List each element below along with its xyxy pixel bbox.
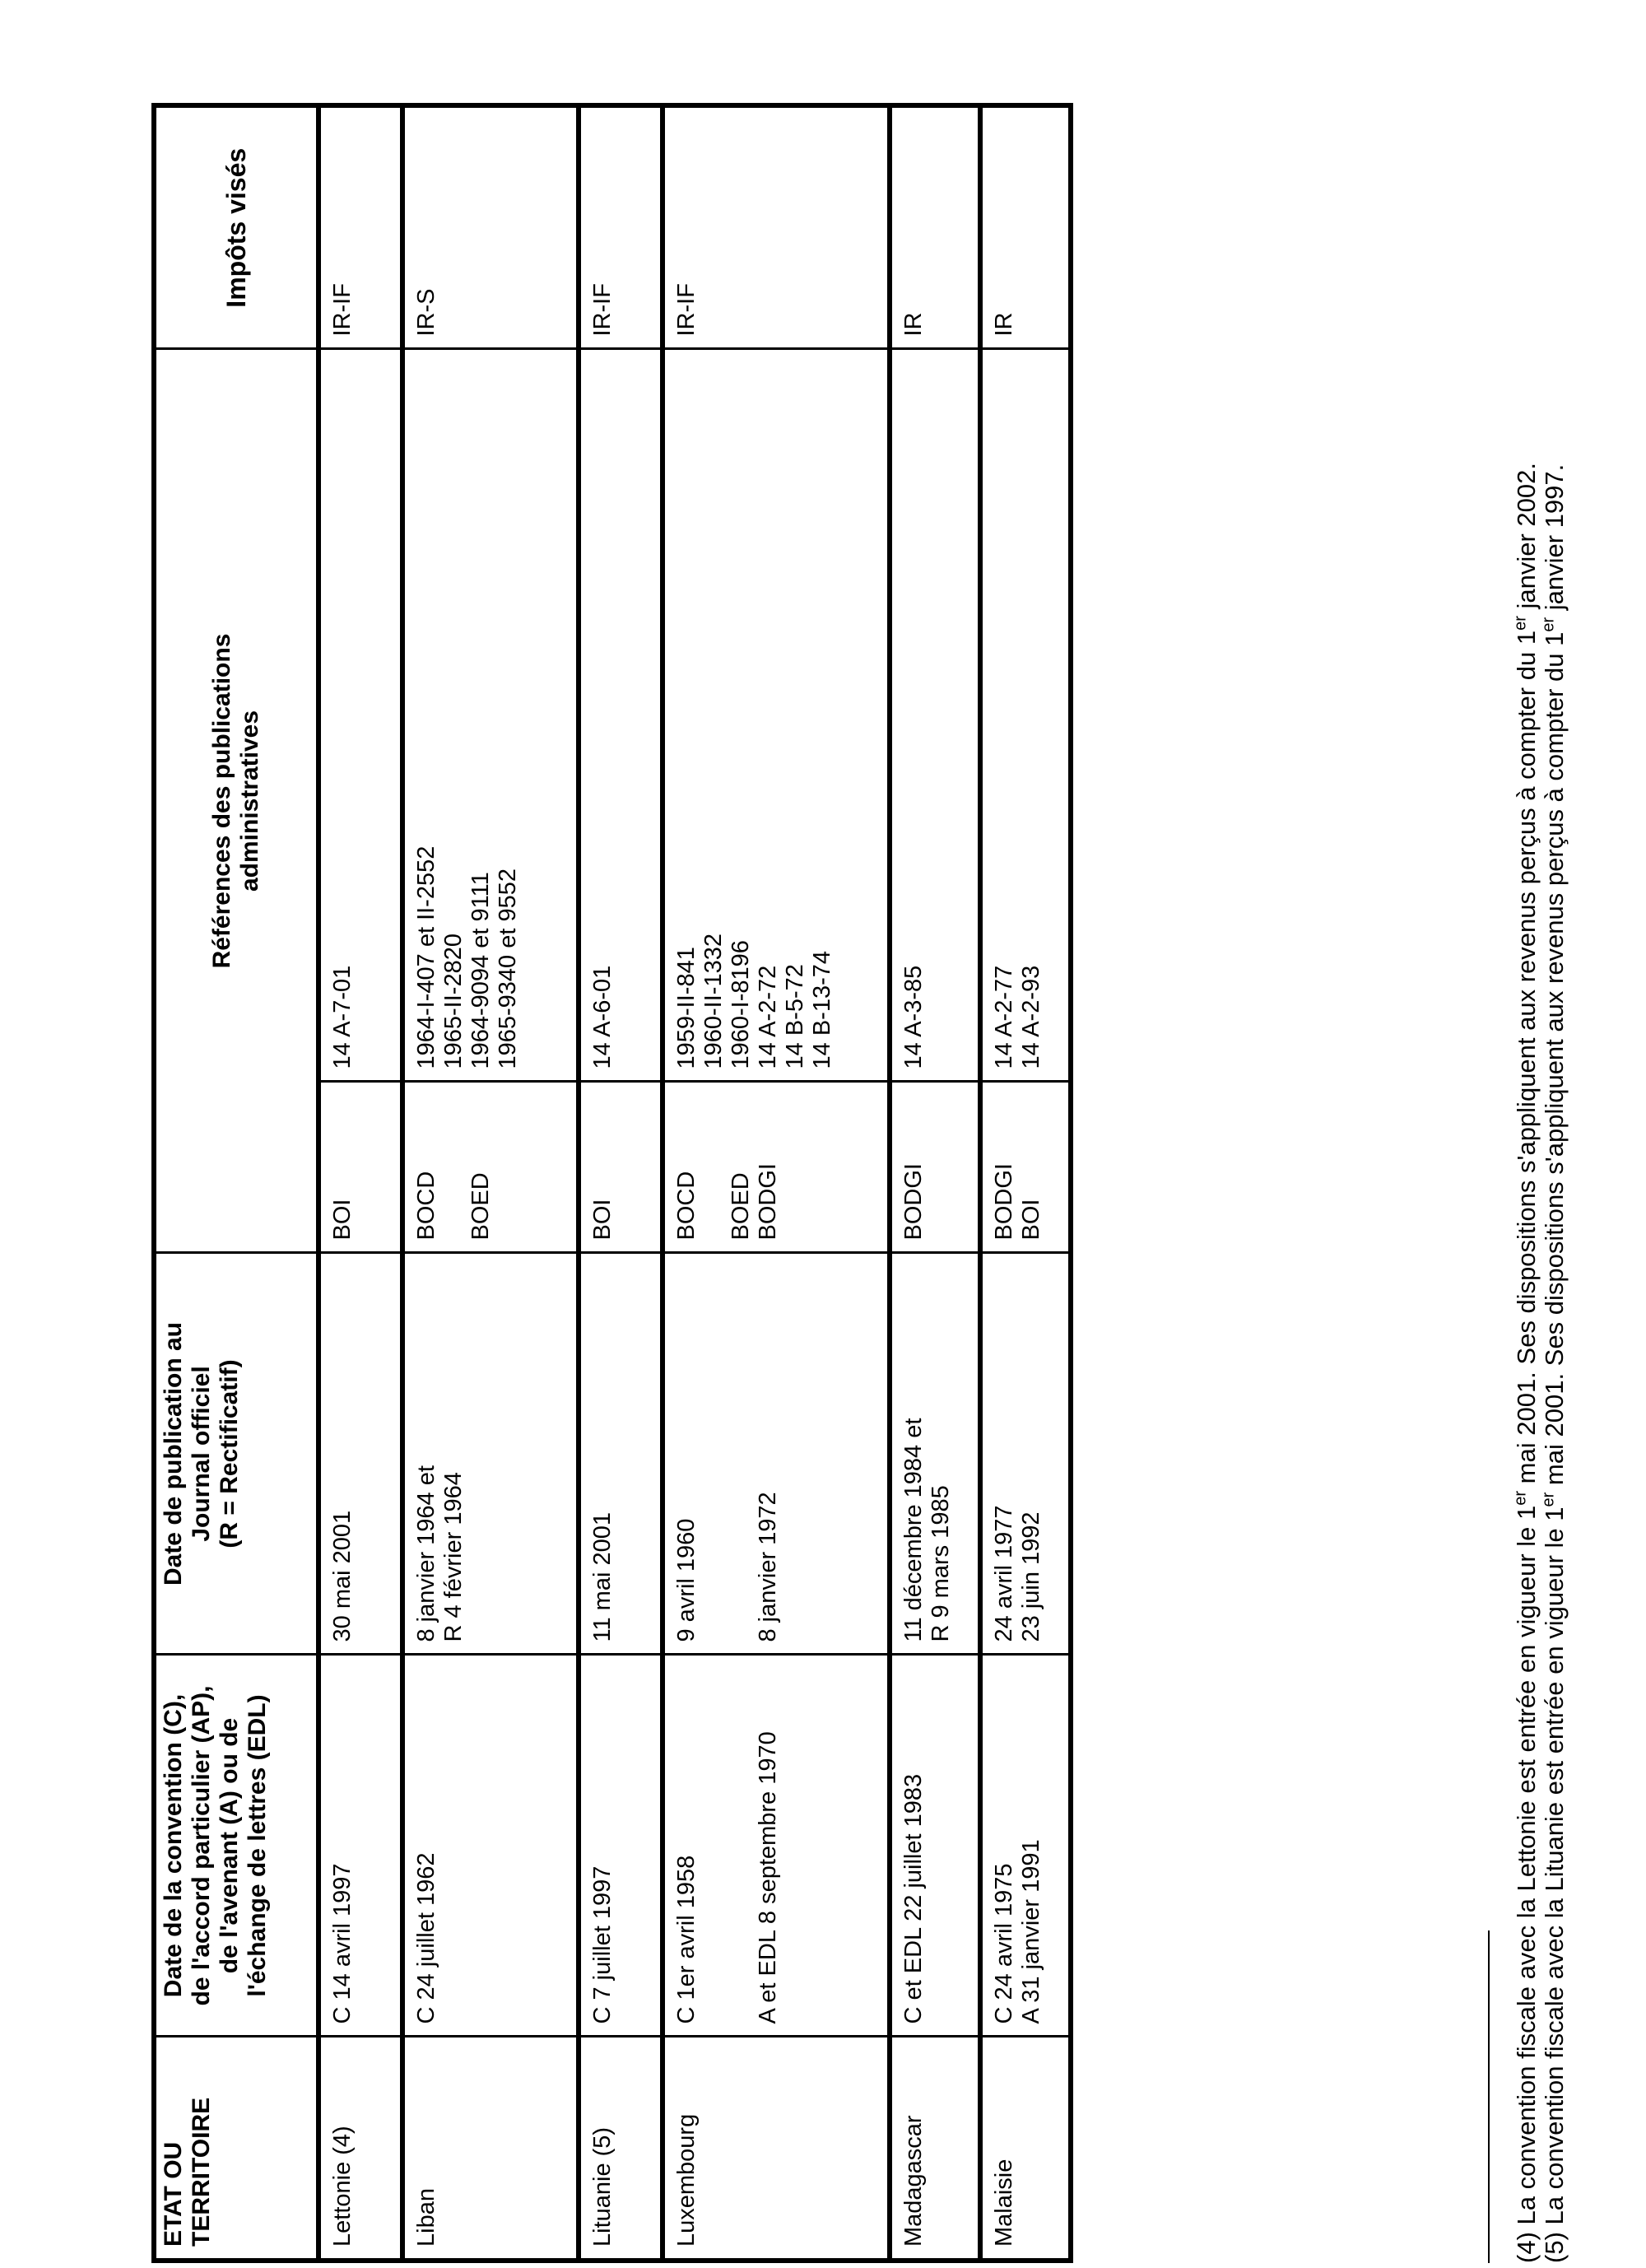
bulletin-cell: BODGI <box>890 1082 980 1253</box>
taxes-cell: IR-IF <box>579 105 663 349</box>
taxes-cell: IR-S <box>402 105 579 349</box>
footnote-5: (5) La convention fiscale avec la Lituanie est entrée en vigueur le 1er mai 2001. Ses dispositions s'appliquent aux revenus perçus à compter du 1er janvier 1997. <box>1539 463 1569 2263</box>
tax-treaty-table <box>151 103 1073 2263</box>
convention-cell: C 24 juillet 1962 <box>402 1655 579 2037</box>
bulletin-cell: BOCD BOED <box>402 1082 579 1253</box>
publication-cell: 30 mai 2001 <box>319 1253 402 1655</box>
bulletin-cell: BOI <box>579 1082 663 1253</box>
table-row <box>402 105 579 2261</box>
publication-cell: 11 mai 2001 <box>579 1253 663 1655</box>
state-cell: Lituanie (5) <box>579 2037 663 2261</box>
taxes-cell: IR-IF <box>319 105 402 349</box>
reference-cell: 14 A-7-01 <box>319 349 402 1082</box>
table-row <box>319 105 402 2261</box>
taxes-cell: IR-IF <box>663 105 890 349</box>
table-row <box>980 105 1071 2261</box>
convention-cell: C 7 juillet 1997 <box>579 1655 663 2037</box>
reference-cell: 14 A-3-85 <box>890 349 980 1082</box>
header-references: Références des publications administratives <box>154 349 319 1253</box>
state-cell: Malaisie <box>980 2037 1071 2261</box>
state-cell: Madagascar <box>890 2037 980 2261</box>
header-state: ETAT OU TERRITOIRE <box>154 2037 319 2261</box>
reference-cell: 14 A-6-01 <box>579 349 663 1082</box>
taxes-cell: IR <box>890 105 980 349</box>
footnote-4: (4) La convention fiscale avec la Lettonie est entrée en vigueur le 1er mai 2001. Ses dispositions s'appliquent aux revenus perçus à compter du 1er janvier 2002. <box>1511 463 1541 2263</box>
convention-cell: C et EDL 22 juillet 1983 <box>890 1655 980 2037</box>
header-publication-date: Date de publication au Journal officiel (R = Rectificatif) <box>154 1253 319 1655</box>
state-cell: Luxembourg <box>663 2037 890 2261</box>
footnotes <box>1513 463 1569 2263</box>
convention-cell: C 14 avril 1997 <box>319 1655 402 2037</box>
publication-cell: 8 janvier 1964 et R 4 février 1964 <box>402 1253 579 1655</box>
table-header <box>154 105 319 2261</box>
bulletin-cell: BOI <box>319 1082 402 1253</box>
bulletin-cell: BOCD BOED BODGI <box>663 1082 890 1253</box>
publication-cell: 11 décembre 1984 et R 9 mars 1985 <box>890 1253 980 1655</box>
table-row <box>579 105 663 2261</box>
publication-cell: 24 avril 1977 23 juin 1992 <box>980 1253 1071 1655</box>
bulletin-cell: BODGI BOI <box>980 1082 1071 1253</box>
publication-cell: 9 avril 1960 8 janvier 1972 <box>663 1253 890 1655</box>
reference-cell: 1959-II-841 1960-II-1332 1960-I-8196 14 A-2-72 14 B-5-72 14 B-13-74 <box>663 349 890 1082</box>
table-row <box>890 105 980 2261</box>
reference-cell: 14 A-2-77 14 A-2-93 <box>980 349 1071 1082</box>
table-row <box>663 105 890 2261</box>
reference-cell: 1964-I-407 et II-2552 1965-II-2820 1964-9094 et 9111 1965-9340 et 9552 <box>402 349 579 1082</box>
convention-cell: C 1er avril 1958 A et EDL 8 septembre 1970 <box>663 1655 890 2037</box>
footnote-divider <box>1488 1930 1490 2263</box>
header-convention-date: Date de la convention (C), de l'accord particulier (AP), de l'avenant (A) ou de l'échange de lettres (EDL) <box>154 1655 319 2037</box>
state-cell: Lettonie (4) <box>319 2037 402 2261</box>
taxes-cell: IR <box>980 105 1071 349</box>
convention-cell: C 24 avril 1975 A 31 janvier 1991 <box>980 1655 1071 2037</box>
state-cell: Liban <box>402 2037 579 2261</box>
header-taxes: Impôts visés <box>154 105 319 349</box>
